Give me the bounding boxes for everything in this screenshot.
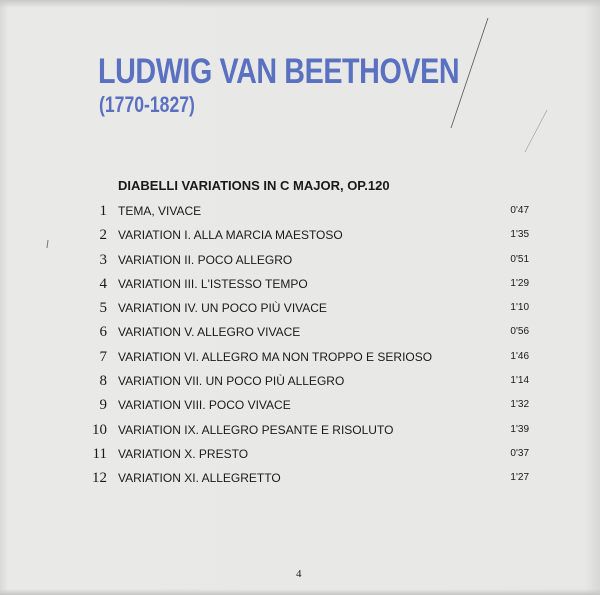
track-number: 5 [99, 300, 107, 317]
track-row [0, 199, 600, 223]
track-title: VARIATION V. ALLEGRO VIVACE [118, 325, 301, 340]
track-number: 10 [92, 421, 107, 438]
track-row [0, 418, 600, 442]
track-number: 2 [99, 227, 107, 244]
track-duration: 1'46 [510, 350, 529, 362]
track-row [0, 223, 600, 247]
page-number: 4 [296, 568, 302, 580]
track-number: 11 [92, 445, 107, 462]
track-duration: 1'39 [510, 423, 529, 435]
track-duration: 1'32 [510, 399, 529, 411]
track-list [0, 199, 600, 491]
track-duration: 1'27 [510, 472, 529, 484]
track-number: 3 [99, 251, 107, 268]
track-duration: 0'51 [510, 253, 529, 265]
track-title: VARIATION II. POCO ALLEGRO [118, 252, 293, 267]
track-title: VARIATION IX. ALLEGRO PESANTE E RISOLUTO [118, 422, 394, 437]
track-duration: 1'35 [510, 229, 529, 241]
track-number: 4 [99, 275, 107, 292]
track-duration: 1'14 [510, 375, 529, 387]
track-row [0, 272, 600, 296]
track-title: VARIATION VI. ALLEGRO MA NON TROPPO E SERIOSO [118, 349, 433, 364]
track-title: VARIATION I. ALLA MARCIA MAESTOSO [118, 228, 343, 243]
track-number: 9 [99, 397, 107, 414]
track-duration: 1'10 [510, 302, 529, 314]
track-title: VARIATION III. L'ISTESSO TEMPO [118, 276, 308, 291]
track-title: VARIATION IV. UN POCO PIÙ VIVACE [118, 301, 327, 316]
composer-name: LUDWIG VAN BEETHOVEN [98, 52, 460, 91]
track-title: VARIATION VIII. POCO VIVACE [118, 398, 291, 413]
track-duration: 0'56 [510, 326, 529, 338]
track-title: VARIATION VII. UN POCO PIÙ ALLEGRO [118, 374, 345, 389]
track-row [0, 369, 600, 393]
track-row [0, 296, 600, 320]
work-title: DIABELLI VARIATIONS IN C MAJOR, OP.120 [118, 178, 390, 193]
scratch-line [525, 110, 547, 152]
track-duration: 0'47 [510, 205, 529, 216]
track-duration: 1'29 [510, 277, 529, 289]
track-row [0, 345, 600, 369]
track-title: VARIATION X. PRESTO [118, 446, 249, 461]
track-title: TEMA, VIVACE [118, 204, 202, 218]
track-title: VARIATION XI. ALLEGRETTO [118, 471, 281, 486]
track-number: 8 [99, 373, 107, 390]
track-row [0, 393, 600, 417]
track-number: 1 [99, 203, 107, 219]
track-duration: 0'37 [510, 447, 529, 459]
track-row [0, 466, 600, 490]
track-row [0, 248, 600, 272]
track-number: 6 [99, 324, 107, 341]
composer-dates: (1770-1827) [99, 92, 195, 117]
track-number: 7 [99, 348, 107, 365]
track-number: 12 [92, 470, 107, 487]
track-row [0, 320, 600, 344]
track-row [0, 442, 600, 466]
